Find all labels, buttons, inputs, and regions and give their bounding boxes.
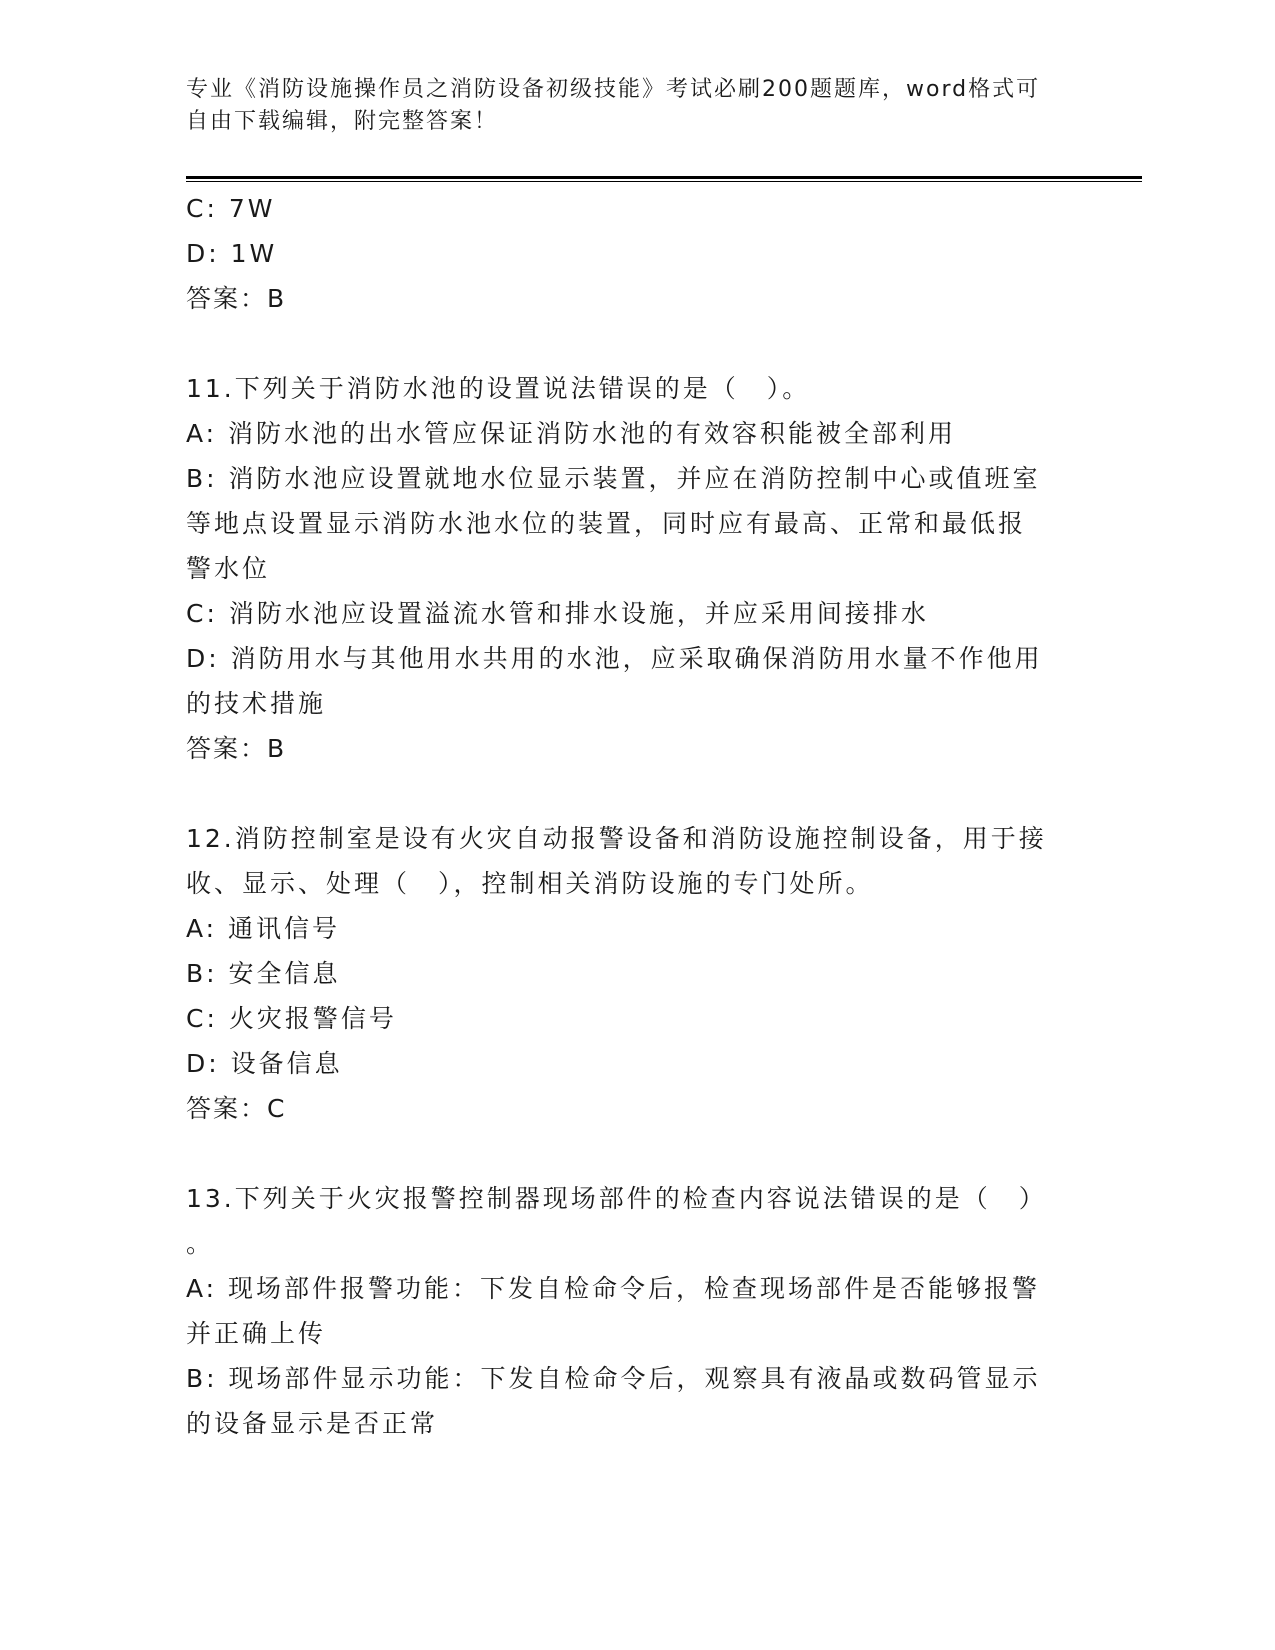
option-a-continued: 并正确上传 [186,1319,327,1348]
spacer [186,321,1066,366]
question-text: 13.下列关于火灾报警控制器现场部件的检查内容说法错误的是（ ） [186,1184,1047,1213]
spacer [186,771,1066,816]
answer-line: 答案：C [186,1094,287,1123]
question-text: 12.消防控制室是设有火灾自动报警设备和消防设施控制设备，用于接 [186,824,1047,853]
option-b: B: 安全信息 [186,959,341,988]
option-d: D: 设备信息 [186,1049,343,1078]
option-b: B: 现场部件显示功能：下发自检命令后，观察具有液晶或数码管显示 [186,1364,1041,1393]
option-c: C: 消防水池应设置溢流水管和排水设施，并应采用间接排水 [186,599,929,628]
header-title-line-1: 专业《消防设施操作员之消防设备初级技能》考试必刷200题题库，word格式可 [186,77,1041,102]
header-title-line-2: 自由下载编辑，附完整答案！ [186,109,499,134]
header-divider-thin [186,181,1142,182]
option-d-continued: 的技术措施 [186,689,327,718]
option-d: D: 消防用水与其他用水共用的水池，应采取确保消防用水量不作他用 [186,644,1043,673]
question-11 [186,366,1066,771]
option-a: A: 现场部件报警功能：下发自检命令后，检查现场部件是否能够报警 [186,1274,1041,1303]
document-header [186,74,1066,138]
question-10-fragment [186,186,1066,321]
option-c: C: 火灾报警信号 [186,1004,397,1033]
question-text-continued: 。 [186,1229,215,1258]
option-b-continued: 的设备显示是否正常 [186,1409,439,1438]
option-a: A: 消防水池的出水管应保证消防水池的有效容积能被全部利用 [186,419,957,448]
option-c: C: 7W [186,194,276,223]
option-b-continued: 警水位 [186,554,271,583]
answer-line: 答案：B [186,284,287,313]
answer-line: 答案：B [186,734,287,763]
option-a: A: 通讯信号 [186,914,341,943]
question-list [186,186,1066,1446]
question-12 [186,816,1066,1131]
question-13 [186,1176,1066,1446]
header-divider-thick [186,176,1142,179]
question-text-continued: 收、显示、处理（ ），控制相关消防设施的专门处所。 [186,869,874,898]
option-b-continued: 等地点设置显示消防水池水位的装置，同时应有最高、正常和最低报 [186,509,1027,538]
option-d: D: 1W [186,239,278,268]
spacer [186,1131,1066,1176]
option-b: B: 消防水池应设置就地水位显示装置，并应在消防控制中心或值班室 [186,464,1041,493]
question-text: 11.下列关于消防水池的设置说法错误的是（ ）。 [186,374,811,403]
